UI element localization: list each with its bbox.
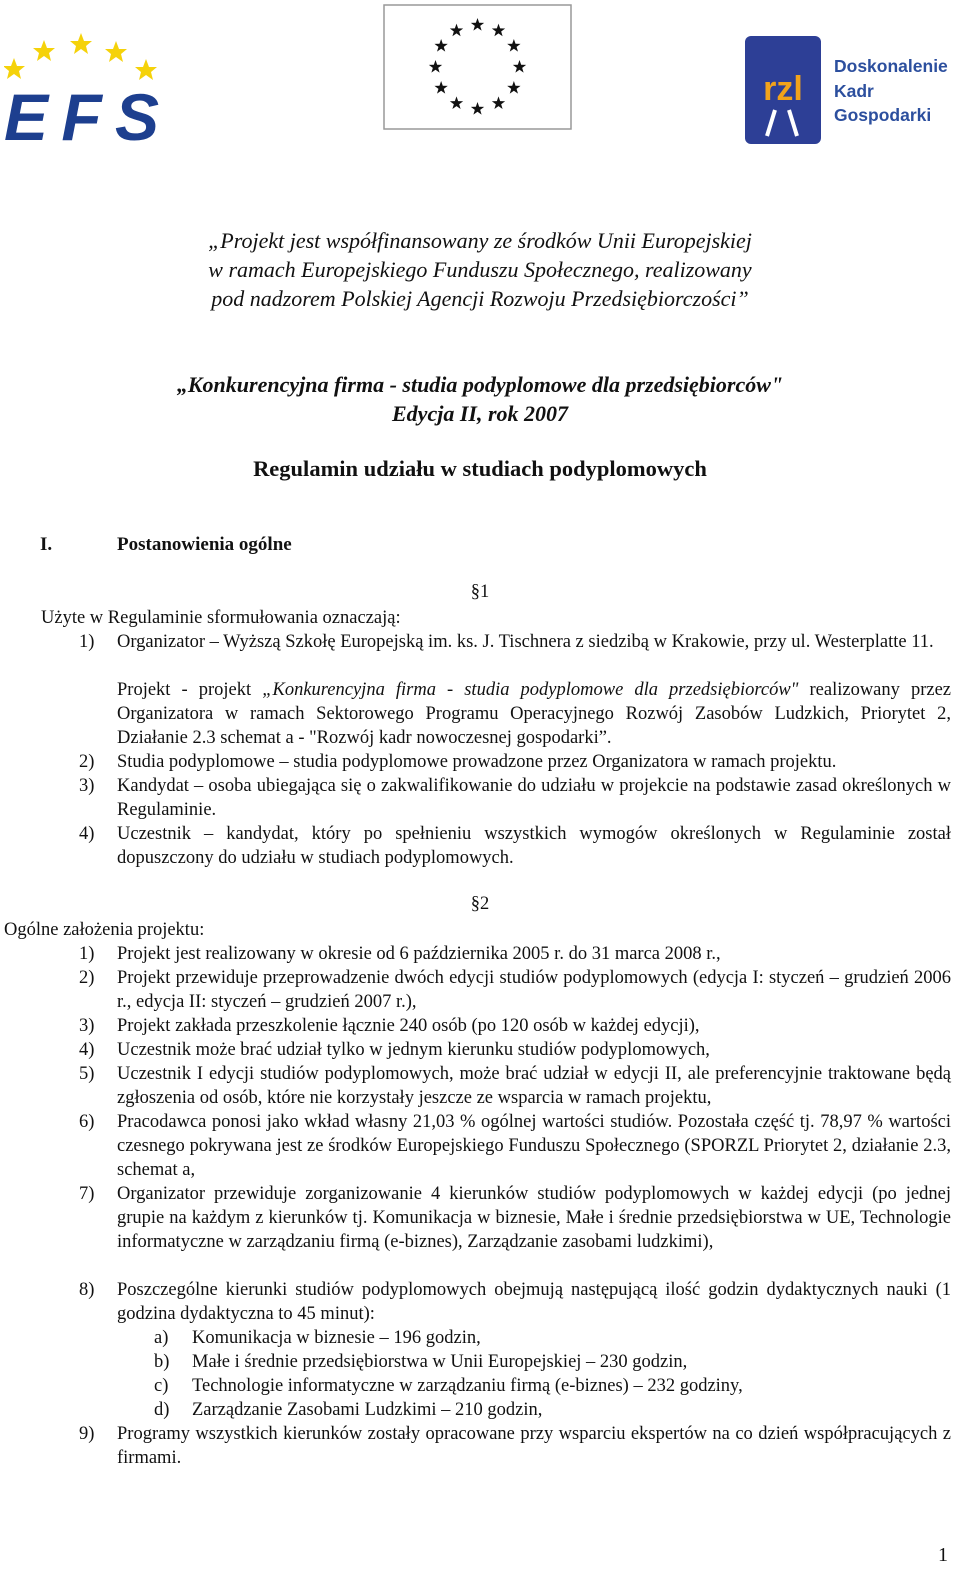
p1-item-1: Organizator – Wyższą Szkołę Europejską im. ks. J. Tischnera z siedzibą w Krakowie, przy ul. Westerplatte 11. <box>117 632 934 652</box>
p2-subitem-num: c) <box>154 1376 169 1396</box>
dkg-logo <box>745 36 955 144</box>
p2-item-num: 8) <box>79 1280 95 1300</box>
p2-item-7: Organizator przewiduje zorganizowanie 4 kierunków studiów podyplomowych w każdej edycji (po jednej grupie na każdym z kierunków tj. Komunikacja w biznesie, Małe i średnie przedsiębiorstwa w UE, Technologie informatyczne w zarządzaniu firmą (e-biznes), Zarządzanie zasobami ludzkimi), <box>117 1184 951 1252</box>
p2-item-num: 3) <box>79 1016 95 1036</box>
p1-item-2: Studia podyplomowe – studia podyplomowe prowadzone przez Organizatora w ramach projektu. <box>117 752 837 772</box>
p1-item-4: Uczestnik – kandydat, który po spełnieniu wszystkich wymogów określonych w Regulaminie został dopuszczony do udziału w studiach podyplomowych. <box>117 824 951 868</box>
p2-item-num: 1) <box>79 944 95 964</box>
p2-subitem-d: Zarządzanie Zasobami Ludzkimi – 210 godzin, <box>192 1400 543 1420</box>
dkg-line-2: Kadr <box>834 80 874 101</box>
p2-item-num: 2) <box>79 968 95 988</box>
document-title: „Konkurencyjna firma - studia podyplomowe dla przedsiębiorców" Edycja II, rok 2007 <box>176 372 784 426</box>
efs-logo <box>4 30 164 150</box>
header-logos <box>0 0 960 160</box>
p2-item-num: 5) <box>79 1064 95 1084</box>
p2-subitem-num: d) <box>154 1400 170 1420</box>
p2-item-num: 7) <box>79 1184 95 1204</box>
p2-item-num: 9) <box>79 1424 95 1444</box>
p2-subitem-c: Technologie informatyczne w zarządzaniu firmą (e-biznes) – 232 godziny, <box>192 1376 743 1396</box>
p2-lead: Ogólne założenia projektu: <box>4 920 205 940</box>
eu-flag <box>383 4 572 130</box>
efs-stars-icon <box>4 33 157 80</box>
p2-subitem-num: b) <box>154 1352 170 1372</box>
p1-item-3: Kandydat – osoba ubiegająca się o zakwalifikowanie do udziału w projekcie na podstawie zasad określonych w Regulaminie. <box>117 776 951 820</box>
p2-item-num: 6) <box>79 1112 95 1132</box>
rzl-mark-icon <box>745 36 821 144</box>
paragraph-mark-2: §2 <box>470 894 490 914</box>
p2-item-1: Projekt jest realizowany w okresie od 6 października 2005 r. do 31 marca 2008 r., <box>117 944 721 964</box>
efs-wordmark: EFS <box>4 80 159 150</box>
dkg-line-1: Doskonalenie <box>834 56 948 76</box>
p2-subitem-a: Komunikacja w biznesie – 196 godzin, <box>192 1328 481 1348</box>
p2-item-9: Programy wszystkich kierunków zostały opracowane przy wsparciu ekspertów na co dzień współpracujących z firmami. <box>117 1424 951 1468</box>
p2-item-2: Projekt przewiduje przeprowadzenie dwóch edycji studiów podyplomowych (edycja I: styczeń – grudzień 2006 r., edycja II: styczeń – grudzień 2007 r.), <box>117 968 951 1012</box>
p1-lead: Użyte w Regulaminie sformułowania oznaczają: <box>41 608 401 628</box>
svg-text:rzl: rzl <box>763 70 803 108</box>
p2-item-3: Projekt zakłada przeszkolenie łącznie 240 osób (po 120 osób w każdej edycji), <box>117 1016 700 1036</box>
p2-item-8: Poszczególne kierunki studiów podyplomowych obejmują następującą ilość godzin dydaktycznych nauki (1 godzina dydaktyczna to 45 minut): <box>117 1280 951 1324</box>
p2-subitem-b: Małe i średnie przedsiębiorstwa w Unii Europejskiej – 230 godzin, <box>192 1352 688 1372</box>
p2-item-5: Uczestnik I edycji studiów podyplomowych, może brać udział w edycji II, ale preferencyjnie traktowane będą zgłoszenia od osób, które nie korzystały jeszcze ze wsparcia w ramach projektu, <box>117 1064 951 1108</box>
page-number: 1 <box>938 1544 948 1566</box>
p1-item-num: 2) <box>79 752 95 772</box>
p2-subitem-num: a) <box>154 1328 169 1348</box>
dkg-line-3: Gospodarki <box>834 105 932 125</box>
p1-item-num: 4) <box>79 824 95 844</box>
p1-item-num: 1) <box>79 632 95 652</box>
document-subtitle: Regulamin udziału w studiach podyplomowych <box>253 456 707 481</box>
p2-item-6: Pracodawca ponosi jako wkład własny 21,03 % ogólnej wartości studiów. Pozostała część tj. 78,97 % wartości czesnego pokrywana jest ze środków Europejskiego Funduszu Społecznego (SPORZL Priorytet 2, działanie 2.3, schemat a, <box>117 1112 951 1180</box>
p1-item-num: 3) <box>79 776 95 796</box>
cofinancing-note: „Projekt jest współfinansowany ze środków Unii Europejskiej w ramach Europejskiego Funduszu Społecznego, realizowany pod nadzorem Polskiej Agencji Rozwoju Przedsiębiorczości” <box>208 228 752 311</box>
p1-item-projekt: Projekt - projekt „Konkurencyjna firma - studia podyplomowe dla przedsiębiorców" realizowany przez Organizatora w ramach Sektorowego Programu Operacyjnego Rozwój Zasobów Ludzkich, Priorytet 2, Działanie 2.3 schemat a - "Rozwój kadr nowoczesnej gospodarki”. <box>117 680 951 748</box>
dkg-wordmark <box>834 54 948 128</box>
paragraph-mark-1: §1 <box>470 582 490 602</box>
p2-item-num: 4) <box>79 1040 95 1060</box>
p2-item-4: Uczestnik może brać udział tylko w jednym kierunku studiów podyplomowych, <box>117 1040 710 1060</box>
